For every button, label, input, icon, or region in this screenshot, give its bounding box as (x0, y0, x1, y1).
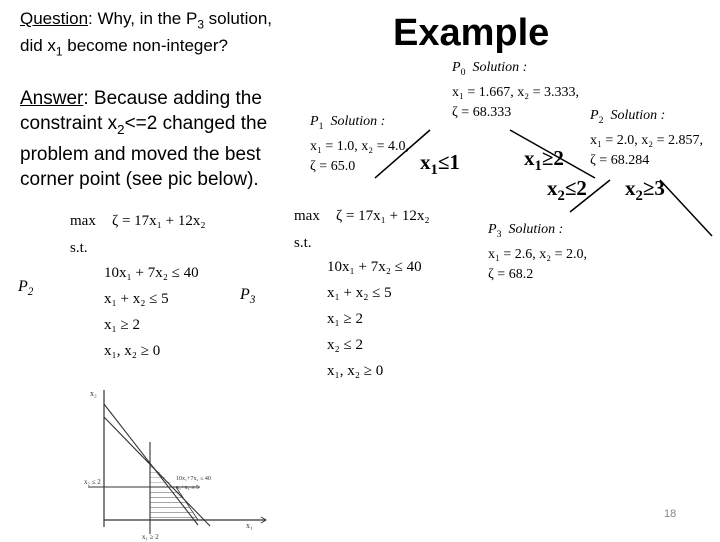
node-p3: $P_3$ Solution : x₁ = 2.6, x₂ = 2.0, ζ = 68.2 (488, 222, 588, 282)
node-p0: $P_0$ Solution : x₁ = 1.667, x₂ = 3.333, ζ = 68.333 (452, 60, 580, 120)
lp-p3-constraint: 10x₁ + 7x₂ ≤ 40 (327, 259, 422, 275)
sketch-note-1: 10x₁+7x₂ ≤ 40 (176, 476, 211, 482)
lp-p3-st: s.t. (294, 235, 312, 251)
lp-p3-objective: ζ = 17x₁ + 12x₂ (336, 208, 430, 224)
lp-p2-constraint: x₁ ≥ 2 (104, 317, 140, 333)
answer-label: Answer (20, 88, 84, 109)
branch-label-x2-le-2: $x_2\le 2$ (547, 176, 587, 205)
lp-p3-constraint: x₁ + x₂ ≤ 5 (327, 285, 392, 301)
question-label: Question (20, 9, 89, 28)
lp-p2-max: max (70, 213, 96, 229)
feasible-region-sketch (80, 382, 280, 542)
lp-p3-constraint: x₁, x₂ ≥ 0 (327, 363, 384, 379)
lp-p2-objective: ζ = 17x₁ + 12x₂ (112, 213, 206, 229)
lp-p3-name: $P_3$ (240, 286, 256, 307)
edge-p2-p4 (660, 180, 712, 236)
lp-p3-constraint: x₁ ≥ 2 (327, 311, 363, 327)
lp-p2-constraint: x₁ + x₂ ≤ 5 (104, 291, 169, 307)
sketch-y-axis-label: x₂ (90, 389, 97, 398)
sketch-note-2: x₁+x₂ ≤ 5 (176, 485, 199, 491)
lp-p2-st: s.t. (70, 240, 88, 256)
lp-p2-name: $P_2$ (18, 278, 34, 299)
node-p1: $P_1$ Solution : x₁ = 1.0, x₂ = 4.0, ζ = 65.0 (310, 114, 410, 174)
question-text: Question: Why, in the $P_3$ solution, did $x_1$ become non-integer? (20, 9, 272, 59)
branch-label-x1-ge-2: $x_1\ge 2$ (524, 146, 564, 175)
page-number: 18 (664, 508, 677, 520)
lp-p2-constraint: 10x₁ + 7x₂ ≤ 40 (104, 265, 199, 281)
answer-text: Answer: Because adding the constraint $x_2<=2$ changed the problem and moved the best corner point (see pic below). (20, 88, 268, 190)
sketch-x1-mark-label: x₁ ≥ 2 (142, 533, 159, 541)
lp-p2-constraint: x₁, x₂ ≥ 0 (104, 343, 161, 359)
node-p2: $P_2$ Solution : x₁ = 2.0, x₂ = 2.857, ζ = 68.284 (590, 108, 704, 168)
branch-label-x2-ge-3: $x_2\ge 3$ (625, 176, 665, 205)
feasible-region-upper (150, 463, 176, 487)
sketch-x2-limit-label: x₂ ≤ 2 (84, 478, 101, 486)
lp-p3-constraint: x₂ ≤ 2 (327, 337, 363, 353)
feasible-region (150, 487, 198, 520)
sketch-x-axis-label: x₁ (246, 521, 253, 530)
lp-p3-max: max (294, 208, 320, 224)
branch-label-x1-le-1: $x_1\le 1$ (420, 150, 460, 179)
slide-title: Example (393, 12, 550, 54)
